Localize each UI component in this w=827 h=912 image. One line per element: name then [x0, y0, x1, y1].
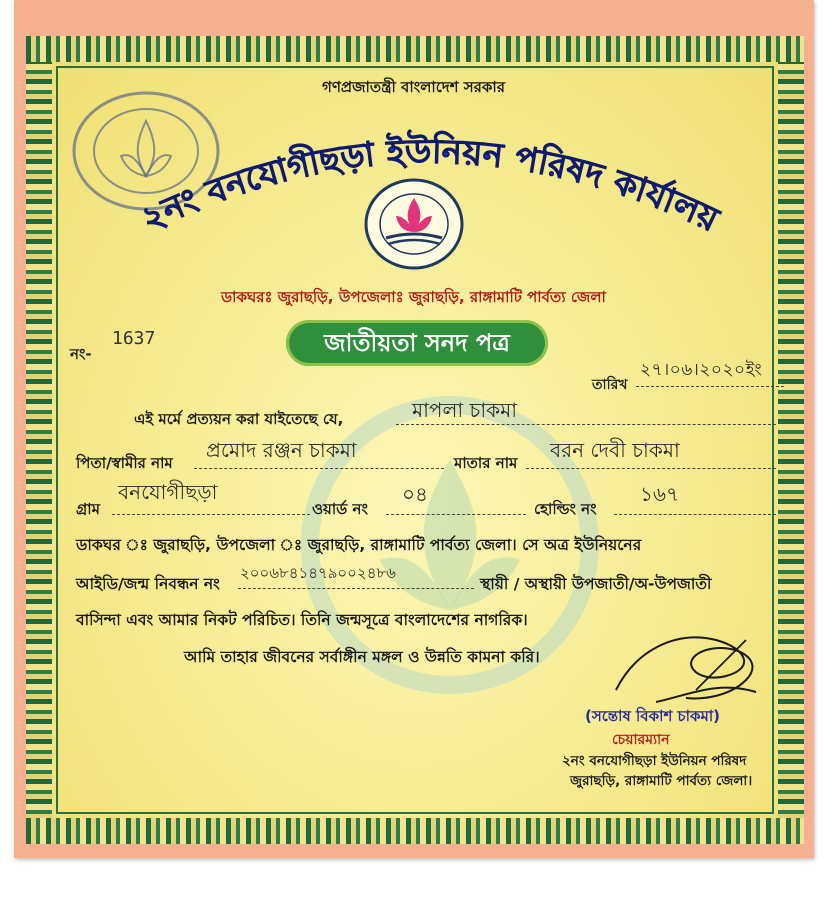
- village-line: [112, 514, 310, 515]
- signatory-role: চেয়ারম্যান: [612, 732, 670, 748]
- id-value: ২০০৬৮৪১৪৭৯০০২৪৮৬: [240, 564, 396, 582]
- body-line-4: আমি তাহার জীবনের সর্বাঙ্গীন মঙ্গল ও উন্নতি কামনা করি।: [184, 648, 540, 666]
- union-office-text: ২নং বনযোগীছড়া ইউনিয়ন পরিষদ কার্যালয়: [135, 131, 725, 241]
- father-label: পিতা/স্বামীর নাম: [76, 454, 173, 472]
- ward-value: ০৪: [402, 482, 428, 506]
- serial-label: নং-: [70, 345, 92, 363]
- body-line-1: ডাকঘর ঃ জুরাছড়ি, উপজেলা ঃ জুরাছড়ি, রাঙ্গামাটি পার্বত্য জেলা। সে অত্র ইউনিয়নের: [76, 536, 642, 554]
- body-line-2-tail: স্থায়ী / অস্থায়ী উপজাতী/অ-উপজাতী: [480, 575, 712, 593]
- village-label: গ্রাম: [76, 500, 100, 518]
- signatory-address: জুরাছড়ি, রাঙ্গামাটি পার্বত্য জেলা।: [570, 773, 753, 789]
- lotus-logo-icon: [362, 176, 466, 272]
- mother-label: মাতার নাম: [454, 454, 518, 472]
- government-heading: গণপ্রজাতন্ত্রী বাংলাদেশ সরকার: [322, 78, 505, 96]
- mother-value: বরন দেবী চাকমা: [550, 438, 680, 462]
- office-address: ডাকঘরঃ জুরাছড়ি, উপজেলাঃ জুরাছড়ি, রাঙ্গামাটি পার্বত্য জেলা: [221, 288, 606, 306]
- signatory-name: (সন্তোষ বিকাশ চাকমা): [585, 707, 721, 725]
- holding-line: [614, 514, 776, 515]
- village-value: বনযোগীছড়া: [118, 480, 218, 504]
- intro-text: এই মর্মে প্রত্যয়ন করা যাইতেছে যে,: [134, 410, 344, 428]
- date-value: ২৭।০৬।২০২০ইং: [640, 360, 763, 380]
- date-label: তারিখ: [592, 377, 628, 393]
- holding-label: হোল্ডিং নং: [534, 500, 597, 518]
- name-value: মাপলা চাকমা: [412, 398, 518, 422]
- id-label: আইডি/জন্ম নিবন্ধন নং: [76, 575, 220, 593]
- holding-value: ১৬৭: [640, 482, 679, 506]
- certificate-title: জাতীয়তা সনদ পত্র: [286, 320, 548, 366]
- father-value: প্রমোদ রঞ্জন চাকমা: [206, 438, 357, 462]
- date-line: [636, 386, 784, 387]
- id-line: [238, 588, 474, 589]
- body-line-3: বাসিন্দা এবং আমার নিকট পরিচিত। তিনি জন্মসূত্রে বাংলাদেশের নাগরিক।: [76, 611, 528, 629]
- ward-label: ওয়ার্ড নং: [312, 500, 368, 518]
- ward-line: [386, 514, 526, 515]
- signatory-org: ২নং বনযোগীছড়া ইউনিয়ন পরিষদ: [562, 753, 747, 769]
- serial-number: 1637: [112, 328, 156, 349]
